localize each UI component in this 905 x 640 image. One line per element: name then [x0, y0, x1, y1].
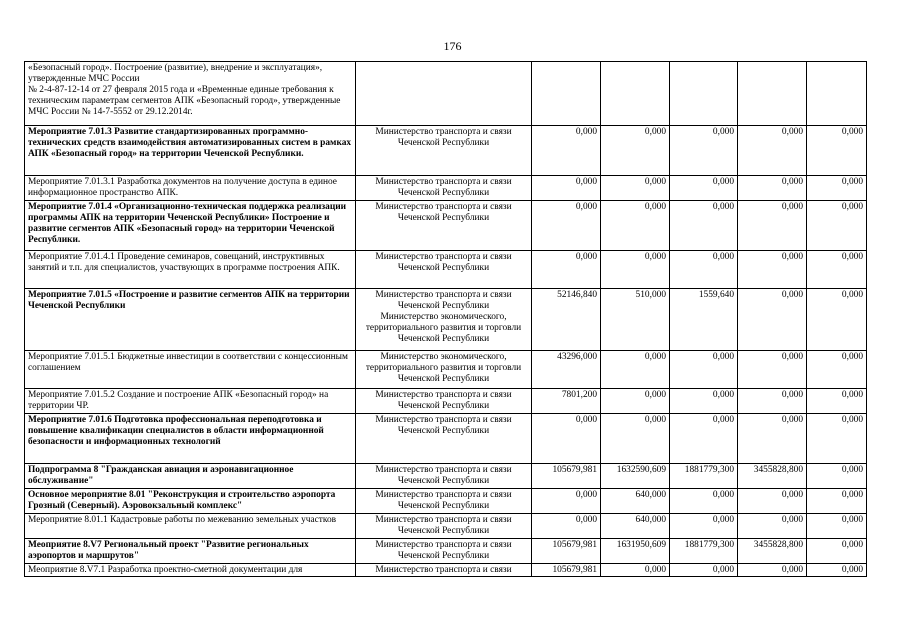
amount-cell: 52146,840: [532, 289, 601, 351]
amount-cell: 105679,981: [532, 464, 601, 489]
executor-cell: Министерство экономического, территориального развития и торговли Чеченской Республики: [356, 351, 532, 389]
amount-cell: [532, 62, 601, 126]
amount-cell: 0,000: [670, 126, 738, 176]
amount-cell: 3455828,800: [738, 539, 807, 564]
table-row: [25, 351, 867, 389]
amount-cell: 0,000: [738, 201, 807, 251]
amount-cell: 0,000: [807, 489, 867, 514]
amount-cell: 0,000: [532, 251, 601, 289]
amount-cell: 0,000: [807, 351, 867, 389]
activity-name-cell: Мероприятие 7.01.4 «Организационно-техническая поддержка реализации программы АПК на территории Чеченской Республики» Построение и развитие сегментов АПК «Безопасный город» на территории Чеченской Республики.: [25, 201, 356, 251]
activity-name-cell: Мероприятие 7.01.6 Подготовка профессиональная переподготовка и повышение квалификации специалистов в области информационной безопасности и информационных технологий: [25, 414, 356, 464]
amount-cell: 0,000: [807, 464, 867, 489]
amount-cell: 0,000: [670, 414, 738, 464]
executor-cell: Министерство транспорта и связи Чеченской Республики: [356, 251, 532, 289]
amount-cell: 0,000: [807, 176, 867, 201]
amount-cell: 0,000: [601, 176, 670, 201]
amount-cell: 0,000: [807, 126, 867, 176]
budget-table: [24, 61, 867, 577]
amount-cell: 0,000: [532, 176, 601, 201]
table-row: [25, 201, 867, 251]
amount-cell: 0,000: [601, 126, 670, 176]
amount-cell: 0,000: [670, 564, 738, 577]
activity-name-cell: «Безопасный город». Построение (развитие), внедрение и эксплуатация», утвержденные МЧС России № 2-4-87-12-14 от 27 февраля 2015 года и «Временные единые требования к техническим параметрам сегментов АПК «Безопасный город», утвержденные МЧС России № 14-7-5552 от 29.12.2014г.: [25, 62, 356, 126]
amount-cell: 1631950,609: [601, 539, 670, 564]
amount-cell: 510,000: [601, 289, 670, 351]
amount-cell: 0,000: [807, 414, 867, 464]
amount-cell: 0,000: [670, 251, 738, 289]
table-row: [25, 539, 867, 564]
amount-cell: 7801,200: [532, 389, 601, 414]
table-row: [25, 389, 867, 414]
executor-cell: Министерство транспорта и связи Чеченской Республики: [356, 489, 532, 514]
activity-name-cell: Подпрограмма 8 "Гражданская авиация и аэронавигационное обслуживание": [25, 464, 356, 489]
amount-cell: 0,000: [601, 389, 670, 414]
activity-name-cell: Мероприятие 7.01.3.1 Разработка документов на получение доступа в единое информационное пространство АПК.: [25, 176, 356, 201]
executor-cell: Министерство транспорта и связи Чеченской Республики: [356, 464, 532, 489]
amount-cell: 0,000: [601, 414, 670, 464]
activity-name-cell: Мероприятие 7.01.5.1 Бюджетные инвестиции в соответствии с концессионным соглашением: [25, 351, 356, 389]
amount-cell: [670, 62, 738, 126]
amount-cell: 0,000: [807, 514, 867, 539]
executor-cell: Министерство транспорта и связи Чеченской Республики: [356, 176, 532, 201]
amount-cell: 0,000: [738, 389, 807, 414]
amount-cell: 1632590,609: [601, 464, 670, 489]
amount-cell: [738, 62, 807, 126]
amount-cell: 0,000: [807, 389, 867, 414]
table-row: [25, 489, 867, 514]
amount-cell: [807, 62, 867, 126]
table-row: [25, 464, 867, 489]
executor-cell: Министерство транспорта и связи Чеченской Республики: [356, 414, 532, 464]
activity-name-cell: Меоприятие 8.V7.1 Разработка проектно-сметной документации для: [25, 564, 356, 577]
amount-cell: 0,000: [738, 176, 807, 201]
amount-cell: 0,000: [532, 126, 601, 176]
executor-cell: Министерство транспорта и связи Чеченской Республики Министерство экономического, территориального развития и торговли Чеченской Республики: [356, 289, 532, 351]
amount-cell: 0,000: [807, 289, 867, 351]
table-row: [25, 62, 867, 126]
amount-cell: 0,000: [532, 514, 601, 539]
amount-cell: 640,000: [601, 514, 670, 539]
amount-cell: 0,000: [670, 514, 738, 539]
activity-name-cell: Основное мероприятие 8.01 "Реконструкция и строительство аэропорта Грозный (Северный). Аэровокзальный комплекс": [25, 489, 356, 514]
amount-cell: 0,000: [601, 564, 670, 577]
amount-cell: 105679,981: [532, 564, 601, 577]
amount-cell: 43296,000: [532, 351, 601, 389]
amount-cell: 0,000: [738, 289, 807, 351]
executor-cell: Министерство транспорта и связи Чеченской Республики: [356, 389, 532, 414]
amount-cell: 0,000: [532, 489, 601, 514]
amount-cell: 0,000: [670, 351, 738, 389]
amount-cell: 0,000: [601, 251, 670, 289]
amount-cell: 3455828,800: [738, 464, 807, 489]
amount-cell: 0,000: [738, 351, 807, 389]
amount-cell: 0,000: [601, 201, 670, 251]
amount-cell: 1881779,300: [670, 464, 738, 489]
amount-cell: 0,000: [738, 251, 807, 289]
table-row: [25, 514, 867, 539]
amount-cell: 0,000: [738, 514, 807, 539]
executor-cell: [356, 62, 532, 126]
amount-cell: 0,000: [738, 489, 807, 514]
amount-cell: 0,000: [738, 564, 807, 577]
activity-name-cell: Мероприятие 8.01.1 Кадастровые работы по межеванию земельных участков: [25, 514, 356, 539]
table-row: [25, 176, 867, 201]
amount-cell: 0,000: [807, 201, 867, 251]
amount-cell: 105679,981: [532, 539, 601, 564]
executor-cell: Министерство транспорта и связи Чеченской Республики: [356, 126, 532, 176]
table-row: [25, 126, 867, 176]
amount-cell: 0,000: [738, 126, 807, 176]
amount-cell: 0,000: [601, 351, 670, 389]
table-row: [25, 251, 867, 289]
amount-cell: 0,000: [670, 489, 738, 514]
table-row: [25, 414, 867, 464]
executor-cell: Министерство транспорта и связи Чеченской Республики: [356, 539, 532, 564]
amount-cell: 0,000: [532, 414, 601, 464]
table-row: [25, 289, 867, 351]
executor-cell: Министерство транспорта и связи: [356, 564, 532, 577]
activity-name-cell: Мероприятие 7.01.4.1 Проведение семинаров, совещаний, инструктивных занятий и т.п. для специалистов, участвующих в программе построения АПК.: [25, 251, 356, 289]
amount-cell: 0,000: [670, 389, 738, 414]
amount-cell: 1559,640: [670, 289, 738, 351]
activity-name-cell: Мероприятие 7.01.3 Развитие стандартизированных программно-технических средств взаимодействия автоматизированных систем в рамках АПК «Безопасный город» на территории Чеченской Республики.: [25, 126, 356, 176]
table-body: [25, 62, 867, 577]
activity-name-cell: Меоприятие 8.V7 Региональный проект "Развитие региональных аэропортов и маршрутов": [25, 539, 356, 564]
amount-cell: 0,000: [670, 201, 738, 251]
amount-cell: 0,000: [532, 201, 601, 251]
amount-cell: 0,000: [807, 251, 867, 289]
executor-cell: Министерство транспорта и связи Чеченской Республики: [356, 201, 532, 251]
amount-cell: [601, 62, 670, 126]
executor-cell: Министерство транспорта и связи Чеченской Республики: [356, 514, 532, 539]
amount-cell: 0,000: [670, 176, 738, 201]
amount-cell: 0,000: [807, 564, 867, 577]
table-row: [25, 564, 867, 577]
page-number: 176: [443, 39, 462, 53]
amount-cell: 0,000: [807, 539, 867, 564]
activity-name-cell: Мероприятие 7.01.5.2 Создание и построение АПК «Безопасный город» на территории ЧР.: [25, 389, 356, 414]
amount-cell: 0,000: [738, 414, 807, 464]
amount-cell: 1881779,300: [670, 539, 738, 564]
activity-name-cell: Мероприятие 7.01.5 «Построение и развитие сегментов АПК на территории Чеченской Республики: [25, 289, 356, 351]
amount-cell: 640,000: [601, 489, 670, 514]
